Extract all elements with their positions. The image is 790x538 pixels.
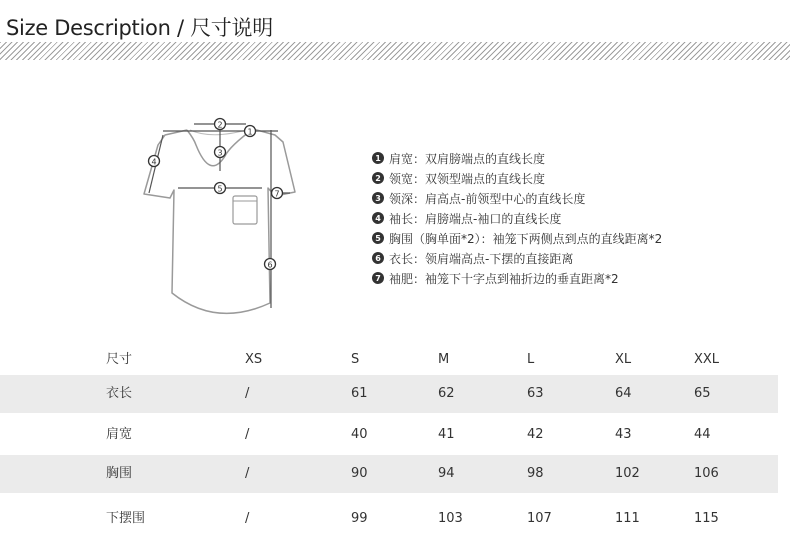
legend-number-badge: 7 <box>372 272 384 284</box>
table-cell: 40 <box>351 427 368 442</box>
legend-item <box>372 188 662 208</box>
legend-text: 袖肥：袖笼下十字点到袖折边的垂直距离*2 <box>389 271 619 286</box>
table-cell: / <box>245 427 250 442</box>
table-row <box>0 500 778 538</box>
marker-1 <box>245 126 256 137</box>
measurement-legend <box>372 148 662 288</box>
table-cell: 44 <box>694 427 711 442</box>
svg-text:4: 4 <box>151 157 157 167</box>
table-cell: 43 <box>615 427 632 442</box>
legend-text: 胸围（胸单面*2）：袖笼下两侧点到点的直线距离*2 <box>389 231 663 246</box>
legend-text: 领宽：双领型端点的直线长度 <box>389 171 546 186</box>
marker-layer <box>130 108 300 328</box>
legend-number-badge: 6 <box>372 252 384 264</box>
table-header-row <box>0 341 778 379</box>
table-cell: 90 <box>351 466 368 481</box>
table-header-cell: XS <box>245 352 263 367</box>
table-cell: 103 <box>438 511 463 526</box>
svg-text:6: 6 <box>267 260 273 270</box>
table-cell: 61 <box>351 386 368 401</box>
table-cell: 41 <box>438 427 455 442</box>
table-cell: 63 <box>527 386 544 401</box>
legend-text: 领深：肩高点-前领型中心的直线长度 <box>389 191 586 206</box>
table-header-cell: 尺寸 <box>106 352 133 367</box>
table-header-cell: L <box>527 352 535 367</box>
table-header-cell: S <box>351 352 360 367</box>
table-header-cell: XL <box>615 352 632 367</box>
legend-item <box>372 168 662 188</box>
table-cell: 106 <box>694 466 719 481</box>
svg-text:5: 5 <box>217 184 223 194</box>
table-cell: 111 <box>615 511 640 526</box>
tshirt-measurement-diagram <box>130 108 300 328</box>
svg-text:3: 3 <box>217 148 223 158</box>
table-cell: 99 <box>351 511 368 526</box>
table-row <box>0 455 778 493</box>
table-row <box>0 375 778 413</box>
table-cell: / <box>245 386 250 401</box>
legend-text: 袖长：肩膀端点-袖口的直线长度 <box>389 211 562 226</box>
table-cell: 肩宽 <box>106 427 133 442</box>
svg-text:2: 2 <box>217 120 223 130</box>
table-cell: 胸围 <box>106 466 133 481</box>
table-header-cell: M <box>438 352 450 367</box>
table-cell: 衣长 <box>106 386 133 401</box>
marker-5 <box>215 183 226 194</box>
marker-7 <box>272 188 283 199</box>
table-cell: 65 <box>694 386 711 401</box>
table-cell: 下摆围 <box>106 511 146 526</box>
legend-item <box>372 148 662 168</box>
table-cell: 102 <box>615 466 640 481</box>
table-cell: 62 <box>438 386 455 401</box>
table-cell: 98 <box>527 466 544 481</box>
marker-2 <box>215 119 226 130</box>
table-cell: 42 <box>527 427 544 442</box>
legend-number-badge: 5 <box>372 232 384 244</box>
marker-4 <box>149 156 160 167</box>
table-cell: / <box>245 466 250 481</box>
legend-text: 肩宽：双肩膀端点的直线长度 <box>389 151 546 166</box>
table-cell: 94 <box>438 466 455 481</box>
table-cell: 107 <box>527 511 552 526</box>
table-cell: 64 <box>615 386 632 401</box>
table-cell: / <box>245 511 250 526</box>
marker-6 <box>265 259 276 270</box>
table-row <box>0 416 778 454</box>
marker-3 <box>215 147 226 158</box>
legend-item <box>372 268 662 288</box>
legend-item <box>372 248 662 268</box>
svg-text:1: 1 <box>247 127 253 137</box>
legend-number-badge: 1 <box>372 152 384 164</box>
table-header-cell: XXL <box>694 352 720 367</box>
legend-item <box>372 208 662 228</box>
svg-text:7: 7 <box>274 189 280 199</box>
page-title: Size Description / 尺寸说明 <box>6 16 273 40</box>
legend-item <box>372 228 662 248</box>
table-cell: 115 <box>694 511 719 526</box>
legend-number-badge: 2 <box>372 172 384 184</box>
hatched-divider <box>0 42 790 60</box>
legend-number-badge: 4 <box>372 212 384 224</box>
legend-number-badge: 3 <box>372 192 384 204</box>
legend-text: 衣长：领肩端高点-下摆的直接距离 <box>389 251 574 266</box>
